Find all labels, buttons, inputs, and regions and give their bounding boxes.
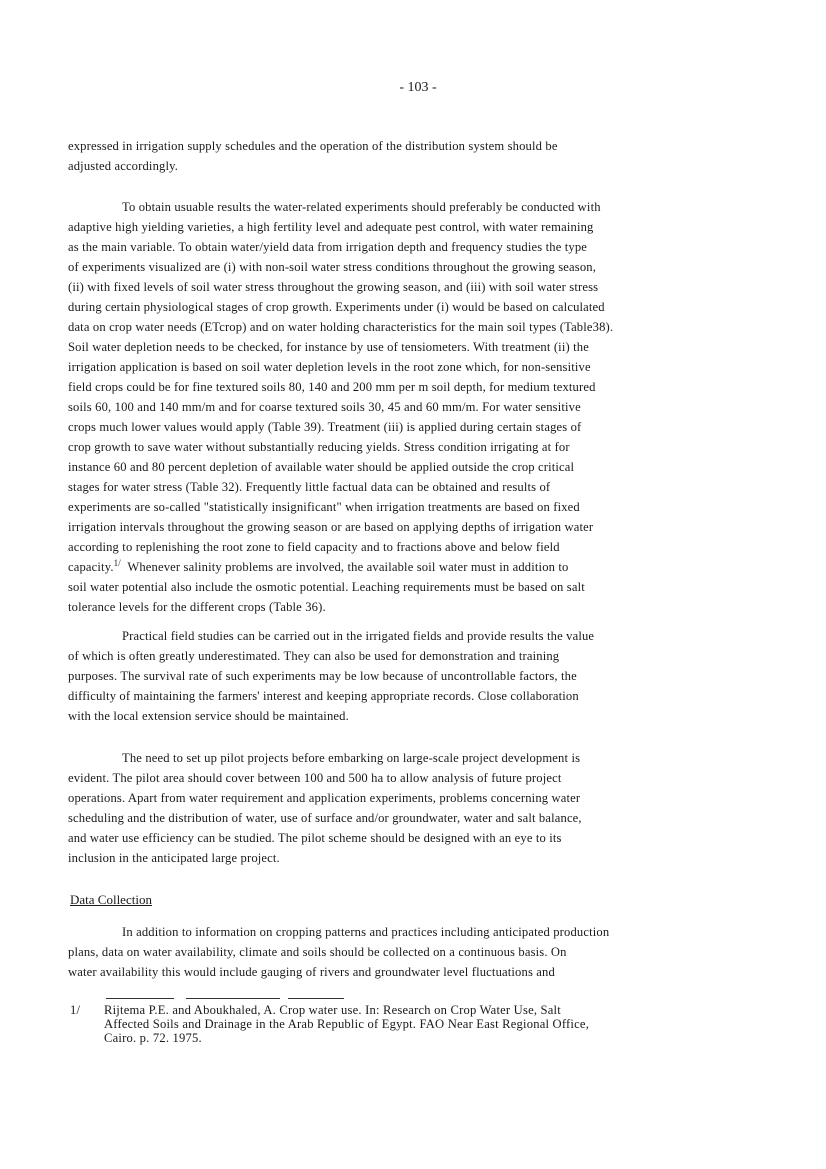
footnote-line: Rijtema P.E. and Aboukhaled, A. Crop water use. In: Research on Crop Water Use, Salt	[104, 1003, 561, 1017]
text-line: evident. The pilot area should cover between 100 and 500 ha to allow analysis of future project	[68, 771, 562, 785]
footnote-line: Cairo. p. 72. 1975.	[104, 1031, 202, 1045]
text-line: tolerance levels for the different crops (Table 36).	[68, 600, 326, 614]
footnote-rule	[288, 998, 344, 999]
text-line: (ii) with fixed levels of soil water stress throughout the growing season, and (iii) with soil water stress	[68, 280, 599, 294]
text-line: plans, data on water availability, climate and soils should be collected on a continuous basis. On	[68, 945, 567, 959]
text-line: soil water potential also include the osmotic potential. Leaching requirements must be based on salt	[68, 580, 585, 594]
text-line: and water use efficiency can be studied. The pilot scheme should be designed with an eye to its	[68, 831, 562, 845]
page-number: - 103 -	[399, 80, 437, 95]
text-fragment: capacity.	[68, 560, 114, 574]
footnote-rule	[106, 998, 174, 999]
text-line: inclusion in the anticipated large project.	[68, 851, 280, 865]
text-line: expressed in irrigation supply schedules and the operation of the distribution system should be	[68, 139, 558, 153]
text-line: stages for water stress (Table 32). Frequently little factual data can be obtained and results of	[68, 480, 551, 494]
section-heading: Data Collection	[70, 892, 152, 907]
paragraph-field-studies	[68, 626, 758, 726]
text-line: adjusted accordingly.	[68, 159, 179, 173]
text-line: of experiments visualized are (i) with non-soil water stress conditions throughout the growing season,	[68, 260, 597, 274]
text-line: soils 60, 100 and 140 mm/m and for coarse textured soils 30, 45 and 60 mm/m. For water sensitive	[68, 400, 581, 414]
text-line: Soil water depletion needs to be checked, for instance by use of tensiometers. With treatment (ii) the	[68, 340, 589, 354]
text-line: In addition to information on cropping patterns and practices including anticipated production	[122, 925, 610, 939]
text-line: during certain physiological stages of crop growth. Experiments under (i) would be based on calculated	[68, 300, 605, 314]
text-line: with the local extension service should be maintained.	[68, 709, 349, 723]
text-line: field crops could be for fine textured soils 80, 140 and 200 mm per m soil depth, for medium textured	[68, 380, 596, 394]
text-line: The need to set up pilot projects before embarking on large-scale project development is	[122, 751, 581, 765]
text-line: crop growth to save water without substantially reducing yields. Stress condition irrigating at for	[68, 440, 570, 454]
text-line: instance 60 and 80 percent depletion of available water should be applied outside the crop critical	[68, 460, 575, 474]
paragraph-continuation	[68, 136, 758, 176]
text-line: as the main variable. To obtain water/yield data from irrigation depth and frequency studies the type	[68, 240, 588, 254]
text-line: operations. Apart from water requirement and application experiments, problems concerning water	[68, 791, 581, 805]
paragraph-experiments	[68, 197, 758, 617]
text-fragment: Whenever salinity problems are involved, the available soil water must in addition to	[120, 560, 569, 574]
text-line: irrigation application is based on soil water depletion levels in the root zone which, for non-sensitive	[68, 360, 591, 374]
text-line-with-footnote-ref	[68, 557, 758, 577]
text-line: irrigation intervals throughout the growing season or are based on applying depths of irrigation water	[68, 520, 594, 534]
text-line: difficulty of maintaining the farmers' interest and keeping appropriate records. Close collaboration	[68, 689, 579, 703]
text-line: adaptive high yielding varieties, a high fertility level and adequate pest control, with water remaining	[68, 220, 594, 234]
text-line: scheduling and the distribution of water, use of surface and/or groundwater, water and salt balance,	[68, 811, 582, 825]
footnote	[70, 1003, 760, 1045]
footnote-line: Affected Soils and Drainage in the Arab Republic of Egypt. FAO Near East Regional Office,	[104, 1017, 590, 1031]
text-line: data on crop water needs (ETcrop) and on water holding characteristics for the main soil types (Table38).	[68, 320, 614, 334]
text-line: Practical field studies can be carried out in the irrigated fields and provide results the value	[122, 629, 595, 643]
text-line: water availability this would include gauging of rivers and groundwater level fluctuations and	[68, 965, 555, 979]
paragraph-data-collection	[68, 922, 758, 982]
text-line: To obtain usuable results the water-related experiments should preferably be conducted with	[122, 200, 601, 214]
footnote-mark: 1/	[70, 1003, 81, 1017]
text-line: experiments are so-called "statistically insignificant" when irrigation treatments are based on fixed	[68, 500, 580, 514]
text-line: crops much lower values would apply (Table 39). Treatment (iii) is applied during certain stages of	[68, 420, 582, 434]
footnote-rule	[186, 998, 280, 999]
text-line: according to replenishing the root zone to field capacity and to fractions above and below field	[68, 540, 560, 554]
footnote-reference: 1/	[113, 558, 121, 568]
text-line: purposes. The survival rate of such experiments may be low because of uncontrollable factors, the	[68, 669, 577, 683]
paragraph-pilot-projects	[68, 748, 758, 868]
text-line: of which is often greatly underestimated. They can also be used for demonstration and training	[68, 649, 560, 663]
